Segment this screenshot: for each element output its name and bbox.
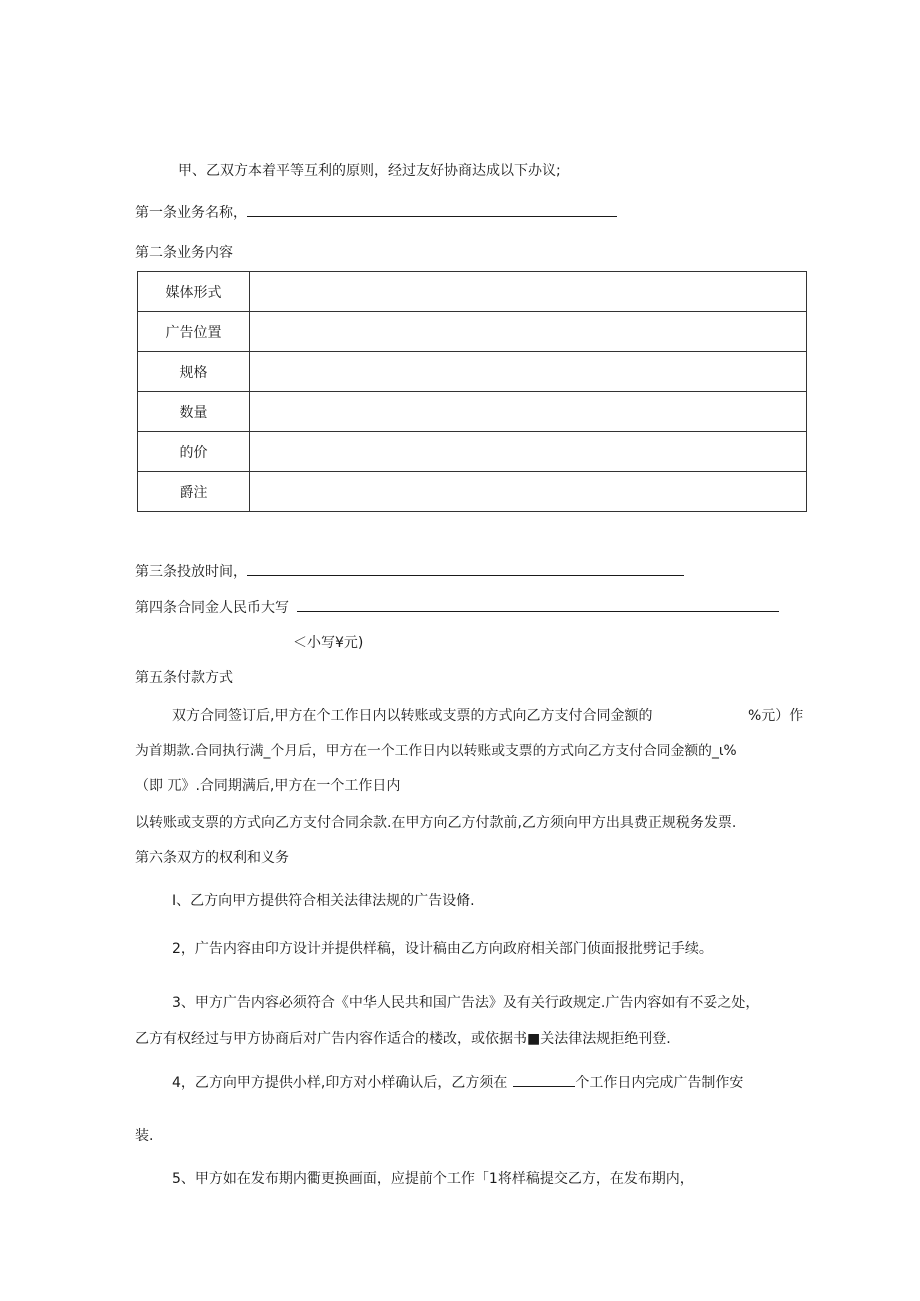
article-1 — [135, 202, 617, 223]
table-row — [138, 392, 807, 432]
row-value-cell[interactable] — [250, 392, 807, 432]
working-days-blank[interactable] — [513, 1072, 575, 1087]
table-row — [138, 272, 807, 312]
amount-uppercase-blank[interactable] — [297, 597, 779, 612]
row-label: 的价 — [138, 432, 250, 472]
table-row — [138, 472, 807, 512]
table-row — [138, 312, 807, 352]
article-2-title: 第二条业务内容 — [135, 245, 233, 261]
article-3-label: 第三条投放时间， — [135, 564, 247, 580]
clause-5: 5、甲方如在发布期内衢更换画面，应提前个工作「1将样稿提交乙方，在发布期内， — [172, 1171, 694, 1187]
row-value-cell[interactable] — [250, 432, 807, 472]
article-5-title: 第五条付款方式 — [135, 670, 233, 686]
payment-line-3: （即 兀》.合同期满后,甲方在一个工作日内 — [135, 778, 401, 794]
clause-3a: 3、甲方广告内容必须符合《中华人民共和国广告法》及有关行政规定.广告内容如有不妥之处， — [172, 995, 760, 1011]
payment-line-1b: %元）作 — [748, 708, 804, 724]
article-3 — [135, 561, 684, 582]
row-value-cell[interactable] — [250, 352, 807, 392]
intro-paragraph: 甲、乙双方本着平等互利的原则，经过友好协商达成以下办议; — [178, 163, 561, 179]
clause-3b: 乙方有权经过与甲方协商后对广告内容作适合的楼改，或依据书■关法律法规拒绝刊登. — [135, 1031, 671, 1047]
clause-4 — [172, 1072, 743, 1093]
clause-4-start: 4，乙方向甲方提供小样,印方对小样确认后，乙方须在 — [172, 1075, 508, 1091]
payment-line-4: 以转账或支票的方式向乙方支付合同余款.在甲方向乙方付款前,乙方须向甲方出具费正规税务发票. — [135, 815, 737, 831]
business-content-table — [137, 271, 807, 512]
article-1-label: 第一条业务名称， — [135, 205, 247, 221]
clause-2: 2，广告内容由印方设计并提供样稿，设计稿由乙方向政府相关部门侦面报批劈记手续。 — [172, 941, 713, 957]
row-value-cell[interactable] — [250, 312, 807, 352]
placement-time-blank[interactable] — [247, 561, 684, 576]
clause-4-end: 个工作日内完成广告制作安 — [575, 1075, 744, 1091]
row-label: 爵注 — [138, 472, 250, 512]
row-label: 数量 — [138, 392, 250, 432]
row-value-cell[interactable] — [250, 272, 807, 312]
table-row — [138, 352, 807, 392]
article-6-title: 第六条双方的权利和义务 — [135, 850, 289, 866]
business-name-blank[interactable] — [247, 202, 617, 217]
payment-line-2: 为首期款.合同执行满_个月后，甲方在一个工作日内以转账或支票的方式向乙方支付合同金额的_ι% — [135, 743, 737, 759]
row-label: 规格 — [138, 352, 250, 392]
row-label: 媒体形式 — [138, 272, 250, 312]
article-4-label: 第四条合同金人民币大写 — [135, 600, 289, 616]
amount-small-note: ＜小写¥元) — [293, 635, 364, 651]
row-label: 广告位置 — [138, 312, 250, 352]
payment-line-1a: 双方合同签订后,甲方在个工作日内以转账或支票的方式向乙方支付合同金额的 — [172, 708, 653, 724]
table-row — [138, 432, 807, 472]
article-4 — [135, 597, 779, 618]
clause-1: I、乙方向甲方提供符合相关法律法规的广告设脩. — [172, 893, 475, 909]
clause-4-continuation: 装. — [135, 1128, 154, 1144]
row-value-cell[interactable] — [250, 472, 807, 512]
